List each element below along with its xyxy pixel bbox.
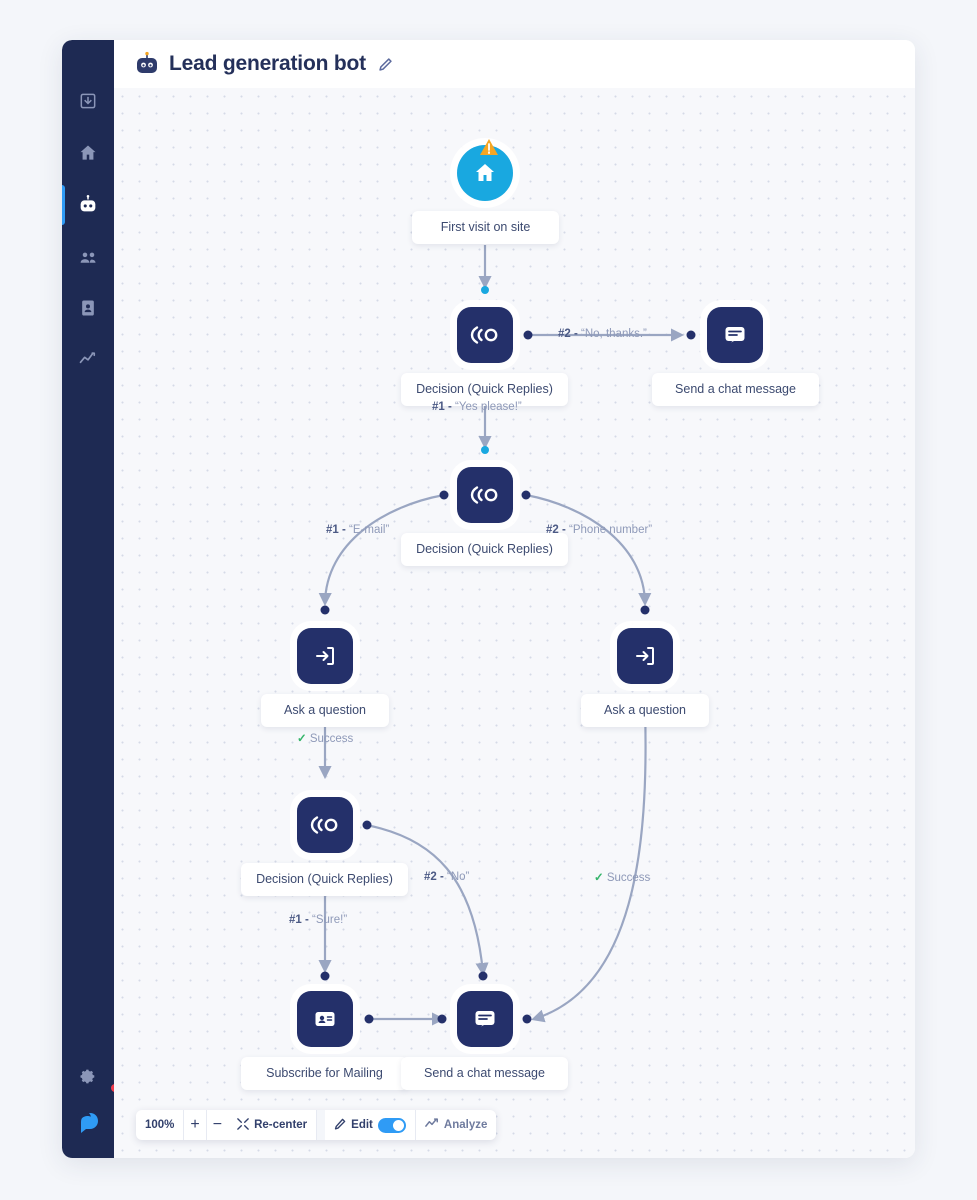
flow-edges bbox=[114, 88, 915, 1158]
edge-label-yes-please bbox=[432, 401, 522, 413]
analyze-label: Analyze bbox=[443, 1119, 488, 1131]
recenter-button[interactable] bbox=[228, 1110, 317, 1140]
recenter-icon bbox=[237, 1118, 249, 1133]
edge-label-text: “Sure!” bbox=[312, 914, 348, 926]
subscribe-icon bbox=[313, 1007, 337, 1031]
edge-label-success-1 bbox=[297, 731, 353, 745]
node-ask-2[interactable] bbox=[617, 628, 673, 684]
node-label-decision-3: Decision (Quick Replies) bbox=[241, 863, 408, 896]
node-decision-3[interactable] bbox=[297, 797, 353, 853]
bot-face-icon bbox=[134, 51, 160, 77]
edge-label-text: “No, thanks.” bbox=[581, 328, 647, 340]
node-label-chat-2: Send a chat message bbox=[401, 1057, 568, 1090]
chat-bubble-icon bbox=[473, 1007, 497, 1031]
edge-label-text: “Yes please!” bbox=[455, 401, 522, 413]
quick-replies-icon bbox=[470, 323, 500, 347]
toolbar-divider bbox=[317, 1110, 325, 1140]
edge-label-no bbox=[424, 871, 469, 883]
edge-label-text: Success bbox=[606, 872, 651, 884]
node-label-decision-1: Decision (Quick Replies) bbox=[401, 373, 568, 406]
sidebar-item-people[interactable] bbox=[75, 244, 101, 270]
analyze-button[interactable] bbox=[416, 1110, 496, 1140]
ask-question-icon bbox=[313, 644, 337, 668]
edge-label-num: #1 - bbox=[326, 524, 346, 536]
edge-label-phone bbox=[546, 524, 652, 536]
sidebar-item-analytics[interactable] bbox=[75, 346, 101, 372]
sidebar-item-bots[interactable] bbox=[75, 192, 101, 218]
node-label-start: First visit on site bbox=[412, 211, 559, 244]
home-icon bbox=[473, 161, 497, 185]
edit-toggle[interactable] bbox=[325, 1110, 416, 1140]
node-chat-1[interactable] bbox=[707, 307, 763, 363]
bot-builder-window bbox=[62, 40, 915, 1158]
edge-label-text: Success bbox=[309, 733, 354, 745]
quick-replies-icon bbox=[470, 483, 500, 507]
pencil-icon[interactable] bbox=[378, 57, 393, 72]
flow-canvas[interactable] bbox=[114, 88, 915, 1158]
edge-label-text: “E-mail” bbox=[349, 524, 390, 536]
chart-line-icon bbox=[425, 1118, 439, 1132]
node-decision-1[interactable] bbox=[457, 307, 513, 363]
zoom-level: 100% bbox=[136, 1110, 184, 1140]
gear-icon[interactable] bbox=[75, 1064, 101, 1090]
edge-label-email bbox=[326, 524, 389, 536]
quick-replies-icon bbox=[310, 813, 340, 837]
sidebar-item-home[interactable] bbox=[75, 140, 101, 166]
app-logo-icon[interactable] bbox=[74, 1106, 104, 1136]
edge-label-num: #2 - bbox=[546, 524, 566, 536]
node-subscribe[interactable] bbox=[297, 991, 353, 1047]
check-icon: ✓ bbox=[297, 733, 307, 745]
edge-label-text: “No” bbox=[447, 871, 470, 883]
chat-bubble-icon bbox=[723, 323, 747, 347]
edge-label-text: “Phone number” bbox=[569, 524, 653, 536]
node-label-ask-1: Ask a question bbox=[261, 694, 389, 727]
check-icon: ✓ bbox=[594, 872, 604, 884]
node-chat-2[interactable] bbox=[457, 991, 513, 1047]
sidebar-item-contacts[interactable] bbox=[75, 295, 101, 321]
node-decision-2[interactable] bbox=[457, 467, 513, 523]
sidebar bbox=[62, 40, 114, 1158]
node-label-chat-1: Send a chat message bbox=[652, 373, 819, 406]
zoom-out-button[interactable]: − bbox=[212, 1116, 223, 1133]
edge-label-num: #2 - bbox=[558, 328, 578, 340]
node-ask-1[interactable] bbox=[297, 628, 353, 684]
edge-label-num: #2 - bbox=[424, 871, 444, 883]
node-label-decision-2: Decision (Quick Replies) bbox=[401, 533, 568, 566]
flow-graph bbox=[114, 88, 915, 1158]
node-label-subscribe: Subscribe for Mailing bbox=[241, 1057, 408, 1090]
recenter-label: Re-center bbox=[254, 1119, 308, 1131]
edge-label-sure bbox=[289, 914, 347, 926]
sidebar-item-inbox[interactable] bbox=[75, 88, 101, 114]
zoom-in-button[interactable]: + bbox=[184, 1110, 206, 1140]
edge-label-num: #1 - bbox=[289, 914, 309, 926]
edge-label-no-thanks bbox=[558, 328, 647, 340]
node-label-ask-2: Ask a question bbox=[581, 694, 709, 727]
ask-question-icon bbox=[633, 644, 657, 668]
edit-label: Edit bbox=[351, 1119, 373, 1131]
warning-icon bbox=[479, 138, 497, 154]
pencil-icon bbox=[334, 1118, 346, 1133]
header bbox=[114, 40, 915, 88]
edge-label-num: #1 - bbox=[432, 401, 452, 413]
edit-switch[interactable] bbox=[378, 1118, 406, 1133]
page-title: Lead generation bot bbox=[169, 52, 366, 75]
canvas-toolbar bbox=[136, 1110, 496, 1140]
edge-label-success-2 bbox=[594, 870, 650, 884]
